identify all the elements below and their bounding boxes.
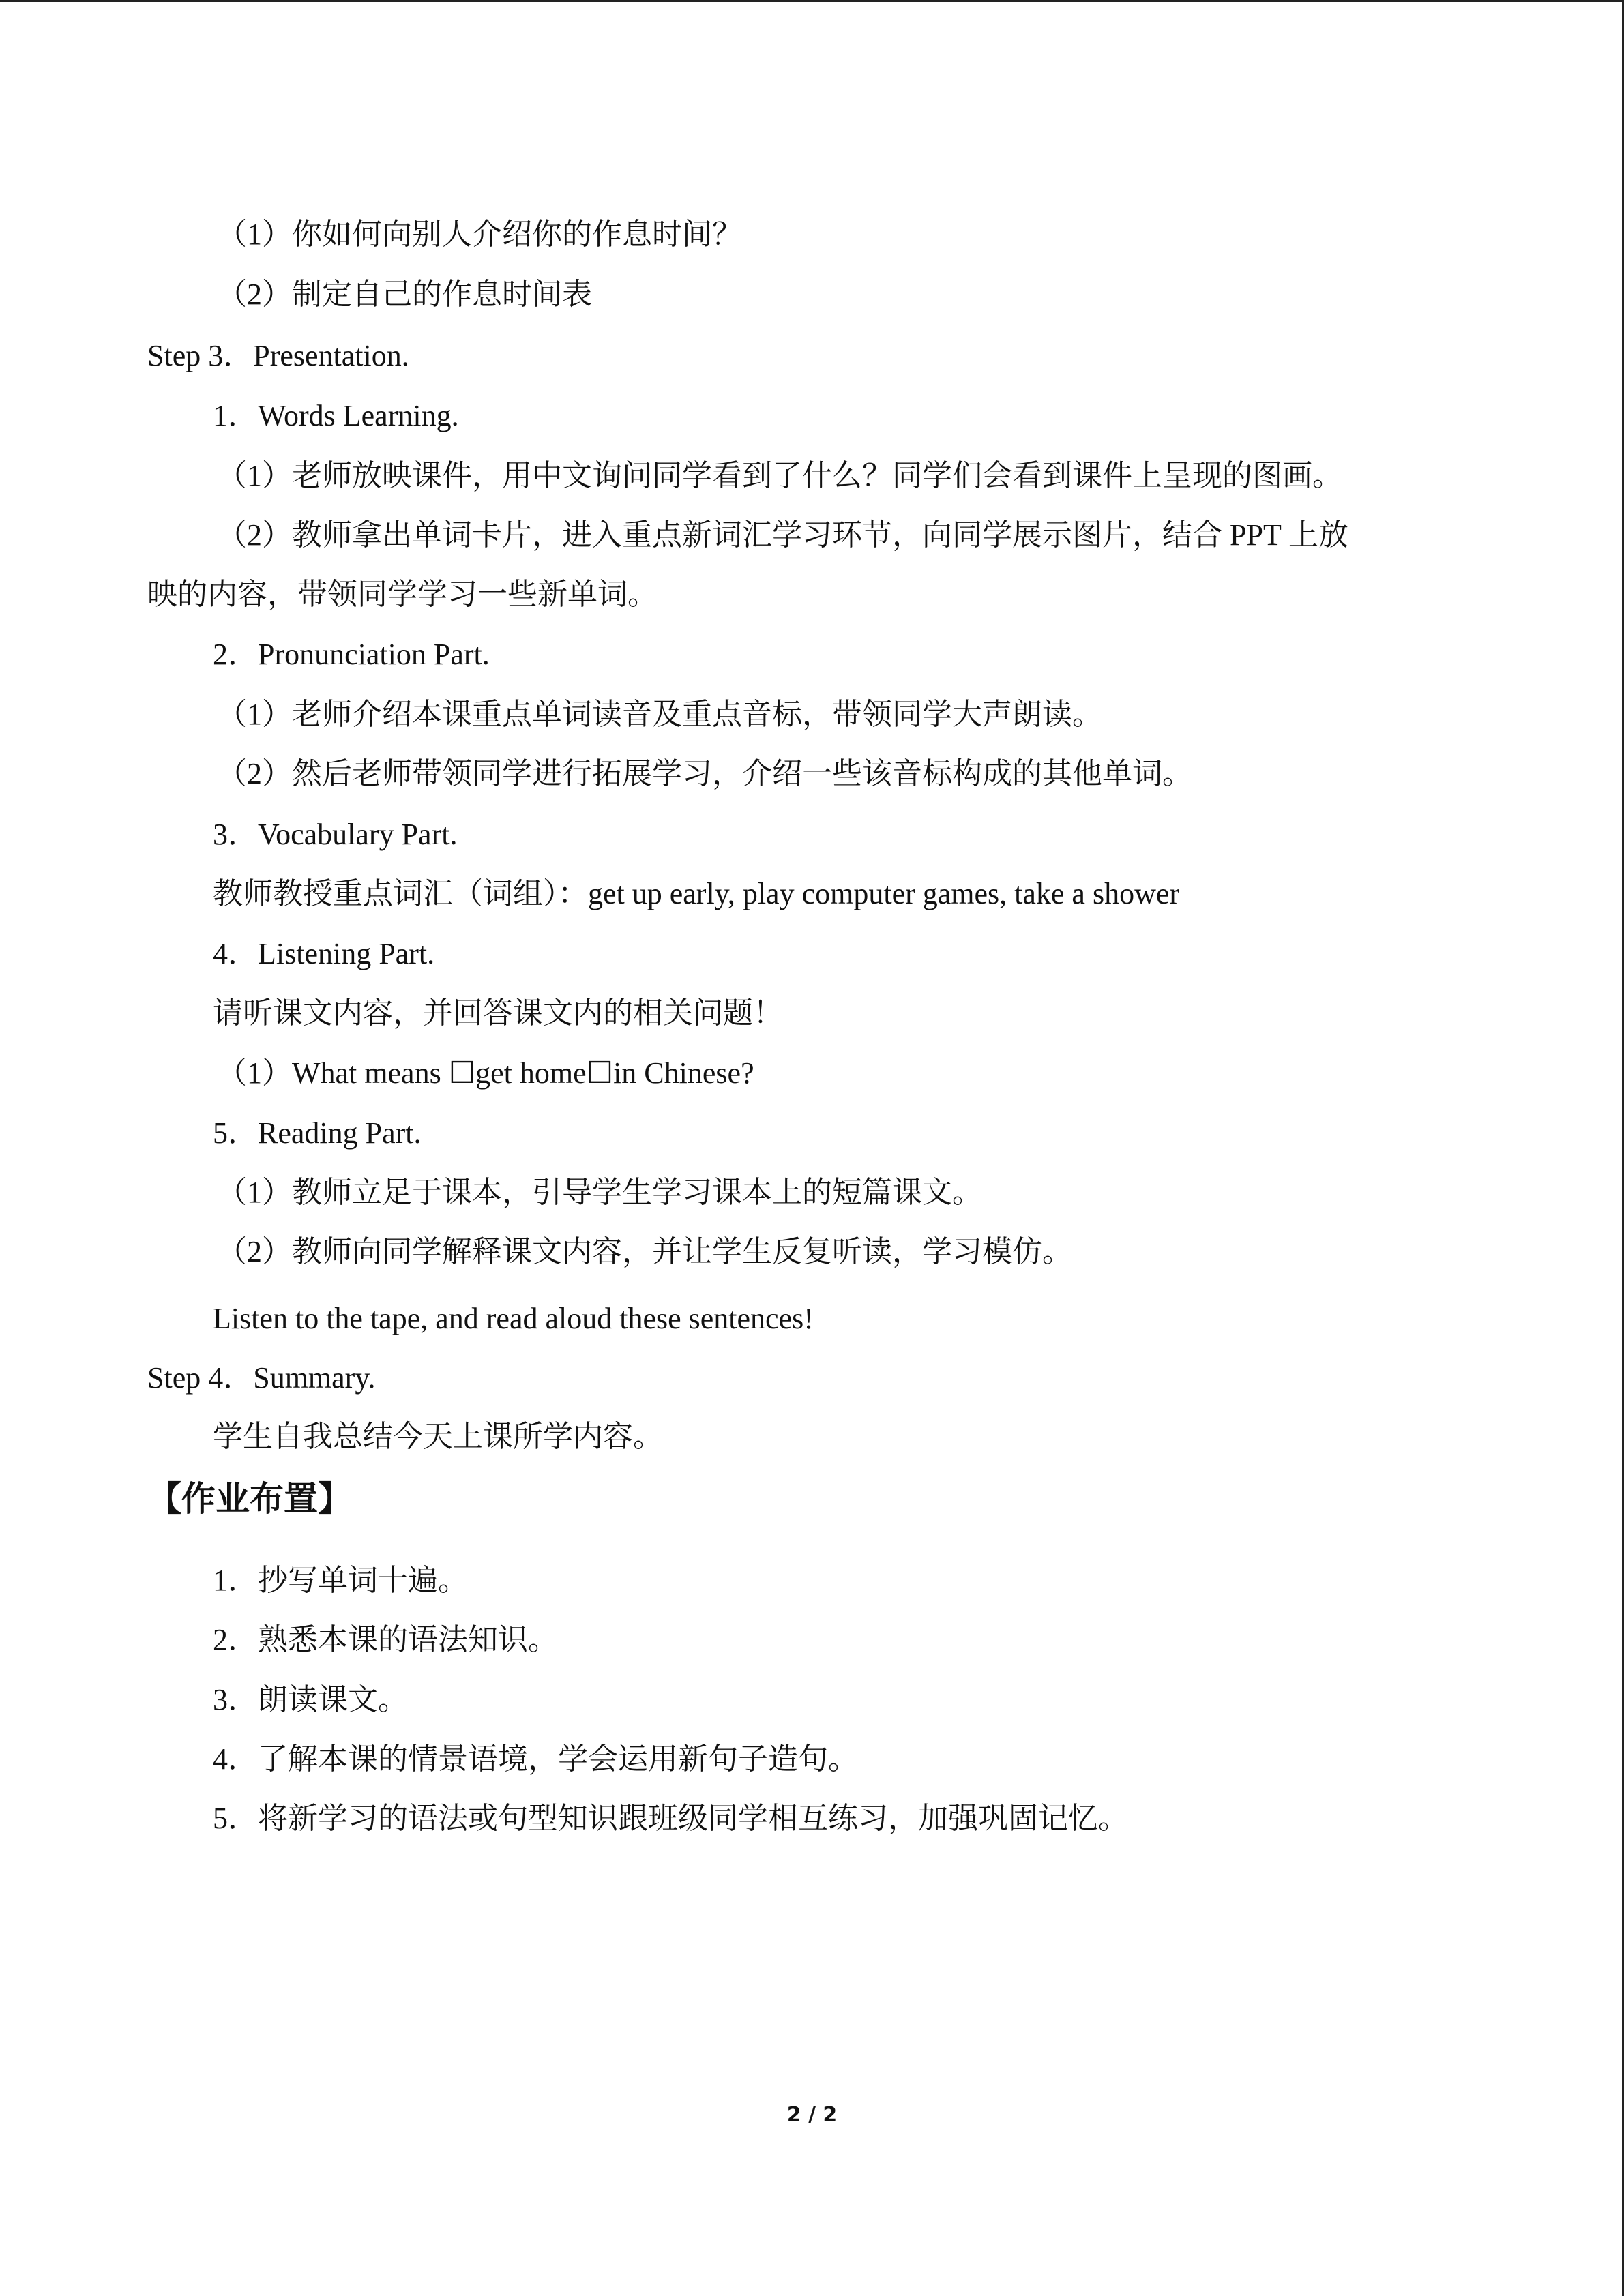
text-line: （1）你如何向别人介绍你的作息时间？ (217, 218, 742, 251)
text-line: 5．Reading Part. (213, 1116, 422, 1150)
text-line: （1）What means ☐get home☐in Chinese? (217, 1056, 754, 1090)
text-line: （1）教师立足于课本，引导学生学习课本上的短篇课文。 (217, 1176, 982, 1209)
step-heading: Step 3．Presentation. (147, 339, 409, 372)
page-top-border (0, 0, 1624, 2)
text-line: 1．Words Learning. (213, 399, 459, 432)
text-line: 请听课文内容，并回答课文内的相关问题！ (213, 996, 783, 1030)
text-line: 3．Vocabulary Part. (213, 818, 458, 851)
homework-item: 4．了解本课的情景语境，学会运用新句子造句。 (213, 1742, 858, 1776)
homework-item: 2．熟悉本课的语法知识。 (213, 1623, 558, 1656)
text-line: （2）教师向同学解释课文内容，并让学生反复听读，学习模仿。 (217, 1235, 1072, 1268)
text-line: 2．Pronunciation Part. (213, 638, 490, 671)
text-line: （2）制定自己的作息时间表 (217, 278, 592, 311)
text-line: 学生自我总结今天上课所学内容。 (213, 1420, 663, 1453)
text-line: （2）然后老师带领同学进行拓展学习，介绍一些该音标构成的其他单词。 (217, 757, 1192, 790)
homework-item: 1．抄写单词十遍。 (213, 1564, 468, 1597)
text-line: 映的内容，带领同学学习一些新单词。 (147, 578, 658, 611)
text-line: （1）老师放映课件，用中文询问同学看到了什么？同学们会看到课件上呈现的图画。 (217, 459, 1342, 492)
text-line: 教师教授重点词汇（词组）：get up early, play computer games, take a shower (213, 877, 1180, 910)
homework-heading: 【作业布置】 (147, 1479, 352, 1519)
text-line: （2）教师拿出单词卡片，进入重点新词汇学习环节，向同学展示图片，结合 PPT 上放 (217, 518, 1349, 552)
homework-item: 3．朗读课文。 (213, 1683, 408, 1716)
text-line: （1）老师介绍本课重点单词读音及重点音标，带领同学大声朗读。 (217, 698, 1102, 731)
step-heading: Step 4．Summary. (147, 1361, 376, 1395)
text-line: 4．Listening Part. (213, 937, 435, 970)
text-line: Listen to the tape, and read aloud these sentences! (213, 1302, 814, 1335)
homework-item: 5．将新学习的语法或句型知识跟班级同学相互练习，加强巩固记忆。 (213, 1802, 1128, 1835)
page-number: 2 / 2 (786, 2103, 838, 2127)
